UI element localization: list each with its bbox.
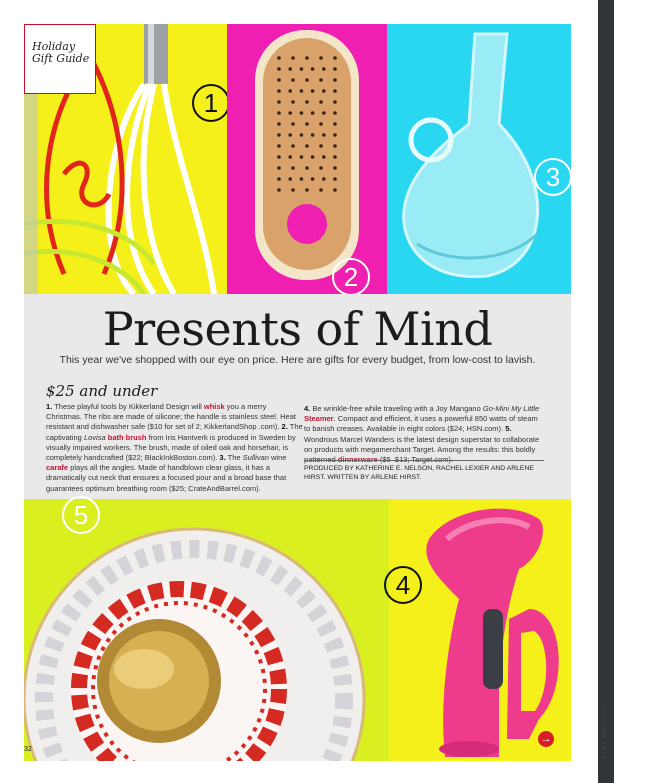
arrow-right-icon: → [538,731,554,747]
article-text-block [24,294,571,499]
item-2-text-a: The captivating [46,422,303,442]
item-number-2: 2 [332,258,370,296]
text-column-2 [304,404,544,465]
steamer-photo [389,499,571,761]
guide-label-line2: Gift Guide [32,52,90,65]
item-1-text-b: you a merry Christmas. The ribs are made of silicone; the handle is stainless steel. Heat resistant and dishwasher safe ($10 for set of 2; KikkerlandShop .com). [46,402,296,432]
item-3-number: 3. [219,453,226,463]
item-number-4: 4 [384,566,422,604]
article-title: Presents of Mind [102,302,493,356]
item-3-italic: Sullivan [242,453,269,463]
article-subtitle: This year we've shopped with our eye on price. Here are gifts for every budget, from low-cost to lavish. [59,354,536,366]
guide-label-line1: Holiday [32,40,76,53]
item-1-text-a: These playful tools by Kikkerland Design will [52,402,204,411]
item-3-highlight: carafe [46,463,69,473]
item-3-text-a: The [225,453,243,463]
item-number-1: 1 [192,84,230,122]
dinnerware-photo [24,499,389,761]
item-4-highlight: Steamer [304,414,334,424]
item-2-text-b: from Iris Hantverk is produced in Sweden by visually impaired workers. The brush, made of oiled oak and horsehair, is completely handcrafted ($22; BlackInkBoston.com). [46,432,296,463]
holiday-gift-guide-label [24,24,96,94]
carafe-photo [387,24,571,294]
item-5-text-a: Wondrous Marcel Wanders is the latest design superstar to collaborate on products with megamerchant Target. Among the results: this boldly [304,434,540,454]
item-4-text-a: Be wrinkle-free while traveling with a Joy Mangano [310,404,483,413]
item-4-text-b: . Compact and efficient, it uses a powerful 850 watts of steam to banish creases. Available in eight colors ($24; HSN.com). [304,414,538,434]
item-4-number: 4. [304,404,311,413]
production-credit: PRODUCED BY KATHERINE E. NELSON, RACHEL LEXIER AND ARLENE HIRST. WRITTEN BY ARLENE HIRST. [304,465,534,481]
item-number-5: 5 [62,496,100,534]
page-number: 32 [24,746,32,753]
item-2-number: 2. [281,422,288,432]
item-4-italic: Go-Mini My Little [482,404,540,413]
item-5-number: 5. [505,424,512,434]
credit-divider [304,460,544,461]
item-2-highlight: bath brush [107,432,147,442]
item-number-3: 3 [534,158,572,196]
bath-brush-photo [227,24,387,294]
side-bar [598,0,614,783]
item-3-text-c: plays all the angles. Made of handblown clear glass, it has a dramatically cut neck that ensures a focused pour and a broad base that guarantees optimum breathing room ($25; CrateAndBarrel.com). [46,463,287,493]
photo-credit: DAVID AND STARR [600,708,606,761]
item-1-number: 1. [46,402,53,411]
item-2-italic: Lovisa [83,432,106,442]
item-3-text-b: wine [268,453,287,463]
item-1-highlight: whisk [203,402,225,411]
text-column-1 [46,402,304,494]
section-heading: $25 and under [46,382,158,400]
